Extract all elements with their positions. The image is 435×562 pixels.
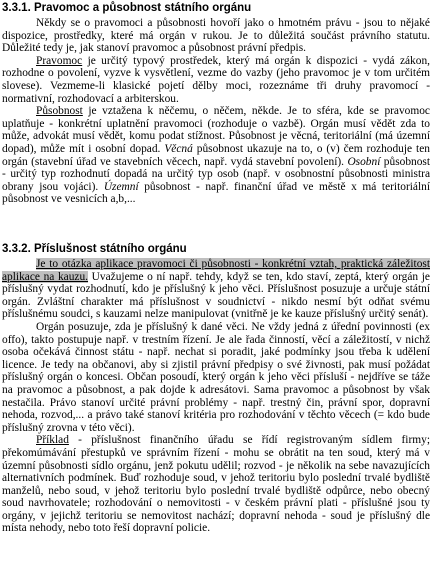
term-uzemni: Územní <box>103 180 139 193</box>
paragraph-text: je určitý typový prostředek, který má orgán k dispozici - vydá zákon, rozhodne o povolení, vyzve k vysvětlení, vezme do vazby (jeho pravomoc je v tom určitém slovese). Vezmeme-li klasické pojetí dělby moci, rozeznáme tři druhy pravomocí - normativní, rozhodovací a arbiterskou. <box>2 54 430 105</box>
section-prislusnost <box>0 243 430 535</box>
paragraph-text: působnost ukazuje na to, o (v) čem rozhoduje ten orgán (stavební úřad ve stavebních věcech, např. vydá stavební povolení). <box>2 142 430 168</box>
paragraph <box>0 321 430 434</box>
paragraph <box>0 105 430 206</box>
term-priklad: Příklad <box>36 434 69 447</box>
paragraph-text: Orgán posuzuje, zda je příslušný k dané věci. Ne vždy jedná z úřední povinnosti (ex offo), takto postupuje např. v trestním řízení. Je ale řada činností, věcí a záležitostí, v nichž osoba očekává činnost státu - např. nechat si poradit, jaké podmínky jsou třeba k udělení licence. Je tedy na občanovi, aby si zjistil právní předpisy o své živnosti, pak musí požádat příslušný orgán o koncesi. Občan posoudí, který orgán k jeho věci přísluší - nejdříve se táže na pravomoc a působnost, a pak dojde k adresátovi. Sama pravomoc a působnost by však nestačila. Právo stanoví určité právní problémy - např. trestný čin, právní spor, dopravní nehoda, rozvod,... a právo také stanoví kritéria pro rozhodování v těchto věcech (= kdo bude příslušný zrovna v této věci). <box>2 320 430 434</box>
term-osobni: Osobní <box>347 155 381 168</box>
section-pravomoc <box>0 2 430 206</box>
paragraph-text: Uvažujeme o ní např. tehdy, když se ten, kdo staví, zeptá, který orgán je příslušný vydat rozhodnutí, kdo je příslušný k jeho věci. Příslušnost posuzuje a určuje státní orgán. Zvláštní charakter má příslušnost v soudnictví - nikdo nesmí být odňat svému příslušnému soudci, s kauzami nelze manipulovat (vnitřně je ke kauze příslušný určitý senát). <box>2 270 430 321</box>
section-heading: 3.3.2. Příslušnost státního orgánu <box>2 243 187 255</box>
paragraph <box>0 55 430 105</box>
paragraph <box>0 434 430 535</box>
paragraph <box>0 17 430 55</box>
section-heading: 3.3.1. Pravomoc a působnost státního orgánu <box>2 2 252 14</box>
paragraph <box>0 258 430 321</box>
paragraph-text: působnost - např. finanční úřad ve městě x má teritoriální působnost ve vesnicích a,b,... <box>2 180 430 206</box>
paragraph-text: je vztažena k něčemu, o něčem, někde. Je to sféra, kde se pravomoc uplatňuje - konkrétní uplatnění pravomoci (rozhoduje o vazbě). Orgán musí vědět zda to může, advokát musí vědět, komu podat stížnost. Působnost je věcná, teritoriální (má územní dopad), může mít i osobní dopad. <box>2 105 430 155</box>
highlighted-lead: Je to otázka aplikace pravomoci či působnosti - konkrétní vztah, praktická záležitost aplikace na kauzu. <box>2 258 430 283</box>
term-pusobnost: Působnost <box>36 105 83 118</box>
term-pravomoc: Pravomoc <box>36 54 83 67</box>
term-vecna: Věcná <box>164 142 193 155</box>
paragraph-text: Někdy se o pravomoci a působnosti hovoří jako o hmotném právu - jsou to nějaké dispozice, prostředky, které má orgán v rukou. Je to důležitá součást právního statutu. Důležité tedy je, jak stanoví pravomoc a působnost právní předpis. <box>2 17 430 55</box>
paragraph-text: - příslušnost finančního úřadu se řídí registrovaným sídlem firmy; překomúmávání přestupků ve správním řízení - mohu se obrátit na ten soud, který má v územní působnosti sídlo orgánu, jenž pokutu udělil; rozvod - je několik na sebe navazujících alternativních podmínek. Buď rozhoduje soud, v jehož teritoriu bylo poslední trvalé bydliště manželů, nebo soud, v jehož teritoriu bylo poslední trvalé bydliště odpůrce, nebo obecný soud navrhovatele; rozhodování o nemovitosti - v českém právní plati - příslušné jsou ty orgány, v jejichž teritoriu se nemovitost nachází; dopravní nehoda - soud je příslušný dle místa nehody, nebo toto řeší dopravní policie. <box>2 434 430 535</box>
paragraph-text: působnost - určitý typ rozhodnutí dopadá na určitý typ osob (např. v osobnostní působnosti ministra obrany jsou vojáci). <box>2 155 430 193</box>
